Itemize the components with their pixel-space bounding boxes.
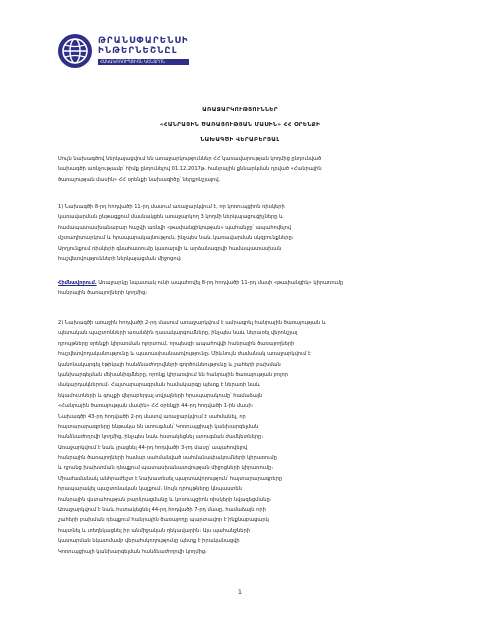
text-line: «Հանրային ծառայության մասին» ՀՀ օրենքի 44-րդ հոդվածի 1-ին մասի։ (58, 403, 254, 410)
text-line: պետական պաշտոնների առանձին դասակարգումները, ինչպես նաև ներառել վերոնշյալ (58, 330, 298, 337)
justification-text: Առաջարկը նպատակ ունի ապահովել 8-րդ հոդվածի 11-րդ մասի «թափանցիկ» կիրառումը (98, 280, 344, 286)
page-number: 1 (237, 588, 243, 596)
document-heading-1: ԱՌԱՋԱՐԿՈՒԹՅՈՒՆՆԵՐ (202, 107, 278, 113)
text-line: համապատասխանաբար հաշվի առնվի «թափանցիկության» պահանջը՝ ապահովելով (58, 224, 292, 231)
text-line: հանրային ծառայողների համար սահմանված սահմանափակումների կիրառումը (58, 455, 277, 462)
text-line: կանխարգելման մեխանիզմները, որոնք կիրառվում են հանրային ծառայության բոլոր (58, 371, 288, 378)
text-line: հաշվետվությունների ներկայացման միջոցով։ (58, 255, 182, 262)
text-line: Արդյունքում ռիսկերի գնահատումը կատարվի և արձանագրվի համապատասխան (58, 245, 282, 252)
text-line: հանրային վստահության բարձրացմանը և կոռուպցիոն ռիսկերի նվազեցմանը։ (58, 496, 272, 503)
text-line: հաշվետվողականությունը և պատասխանատվությունը։ Միևնույն ժամանակ առաջարկվում է (58, 351, 311, 358)
logo-title-line-2: ԻՆԹԵՐՆԵՇՆԸԼ (98, 46, 178, 57)
logo-subtitle: ՀԱԿԱԿՈՌՈՒՊՑԻՈՆ ԿԵՆՏՐՈՆ (98, 59, 189, 65)
text-line: հանձնաժողովի կողմից, ինչպես նաև հստակեցնել ստուգման ժամկետները։ (58, 434, 264, 441)
text-line: հայտնել և տեղեկացնել իր անմիջական ղեկավարին։ Այս պահանջների (58, 527, 250, 534)
justification-paragraph (58, 278, 413, 299)
text-line: ծառայության մասին» ՀՀ օրենքի նախագիծը՝ ներքոնշյալով. (58, 176, 221, 183)
text-line: կառավարման ընթացքում մասնակցեն առաջարկող 3 կողմի ներկայացուցիչները և (58, 214, 284, 221)
justification-label: Հիմնավորում. (58, 280, 97, 286)
document-heading-2: «ՀԱՆՐԱՅԻՆ ԾԱՌԱՅՈՒԹՅԱՆ ՄԱՍԻՆ» ՀՀ ՕՐԵՆՔԻ (159, 122, 321, 128)
text-line (58, 278, 413, 288)
text-line: նախագծի առնչությամբ՝ հիմք ընդունելով 01.12.2017թ. հանրային քննարկման դրված «Հանրային (58, 166, 322, 173)
text-line: մշտադիտարկում և հրապարակայնություն, ինչպես նաև կառավարման սկզբունքները։ (58, 235, 294, 242)
text-line: մակարդակներում։ Հայտարարագրման համակարգը պետք է ներառի նաև (58, 382, 261, 389)
text-line: եկամուտների և գույքի վերաբերյալ տվյալների հրապարակումը՝ համաձայն (58, 392, 263, 399)
text-line: 2) Նախագծի առաջին հոդվածի 2-րդ մասում առաջարկվում է ամրագրել հանրային ծառայության և (58, 320, 326, 326)
text-line: և դրանց խախտման դեպքում պատասխանատվության միջոցների կիրառումը։ (58, 465, 274, 472)
section-1-paragraph (58, 202, 413, 264)
text-line: հայտարարագրերը ենթակա են ստուգման՝ Կոռուպցիայի կանխարգելման (58, 423, 259, 430)
logo-title-line-1: ԹՐԱՆՍՓԱՐԵՆՍԻ (98, 35, 189, 46)
text-line: շահերի բախման դեպքում հանրային ծառայողը պարտավոր է ինքնաբացարկ (58, 517, 269, 524)
text-line: Կոռուպցիայի կանխարգելման հանձնաժողովի կողմից։ (58, 548, 207, 555)
intro-paragraph (58, 154, 413, 185)
globe-icon (58, 34, 92, 68)
text-line: կանոնակարգել էթիկայի հանձնաժողովների գործունեությունը և շահերի բախման (58, 361, 281, 368)
text-line: հրապարակել պաշտոնական կայքում։ Սույն դրույթները կնպաստեն (58, 486, 242, 493)
text-line: Միաժամանակ անհրաժեշտ է նախատեսել պարտավորություն՝ հայտարարագրերը (58, 475, 283, 482)
text-line: 1) Նախագծի 8-րդ հոդվածի 11-րդ մասում առաջարկվում է, որ կոռուպցիոն ռիսկերի (58, 204, 285, 210)
text-line: Առաջարկվում է նաև հստակեցնել 44-րդ հոդվածի 7-րդ մասը, համաձայն որի (58, 507, 266, 514)
text-line: կատարման նկատմամբ վերահսկողությունը պետք է իրականացվի (58, 538, 240, 545)
text-line: Առաջարկվում է նաև լրացնել 44-րդ հոդվածի 3-րդ մասը՝ ապահովելով (58, 444, 248, 451)
text-line: դրույթները օրենքի կիրառման ոլորտում, որպեսզի ապահովվի հանրային ծառայողների (58, 340, 295, 347)
text-line: Նախագծի 43-րդ հոդվածի 2-րդ մասով առաջարկվում է սահմանել, որ (58, 413, 246, 420)
section-2-paragraph (58, 318, 413, 557)
document-heading-3: ՆԱԽԱԳԾԻ ՎԵՐԱԲԵՐՅԱԼ (200, 137, 280, 143)
text-line: հանրային ծառայողների կողմից։ (58, 290, 147, 297)
text-line: Սույն նախագծով ներկայացվում են առաջարկություններ ՀՀ կառավարության կողմից ընդունված (58, 156, 322, 162)
organization-logo (58, 34, 189, 68)
